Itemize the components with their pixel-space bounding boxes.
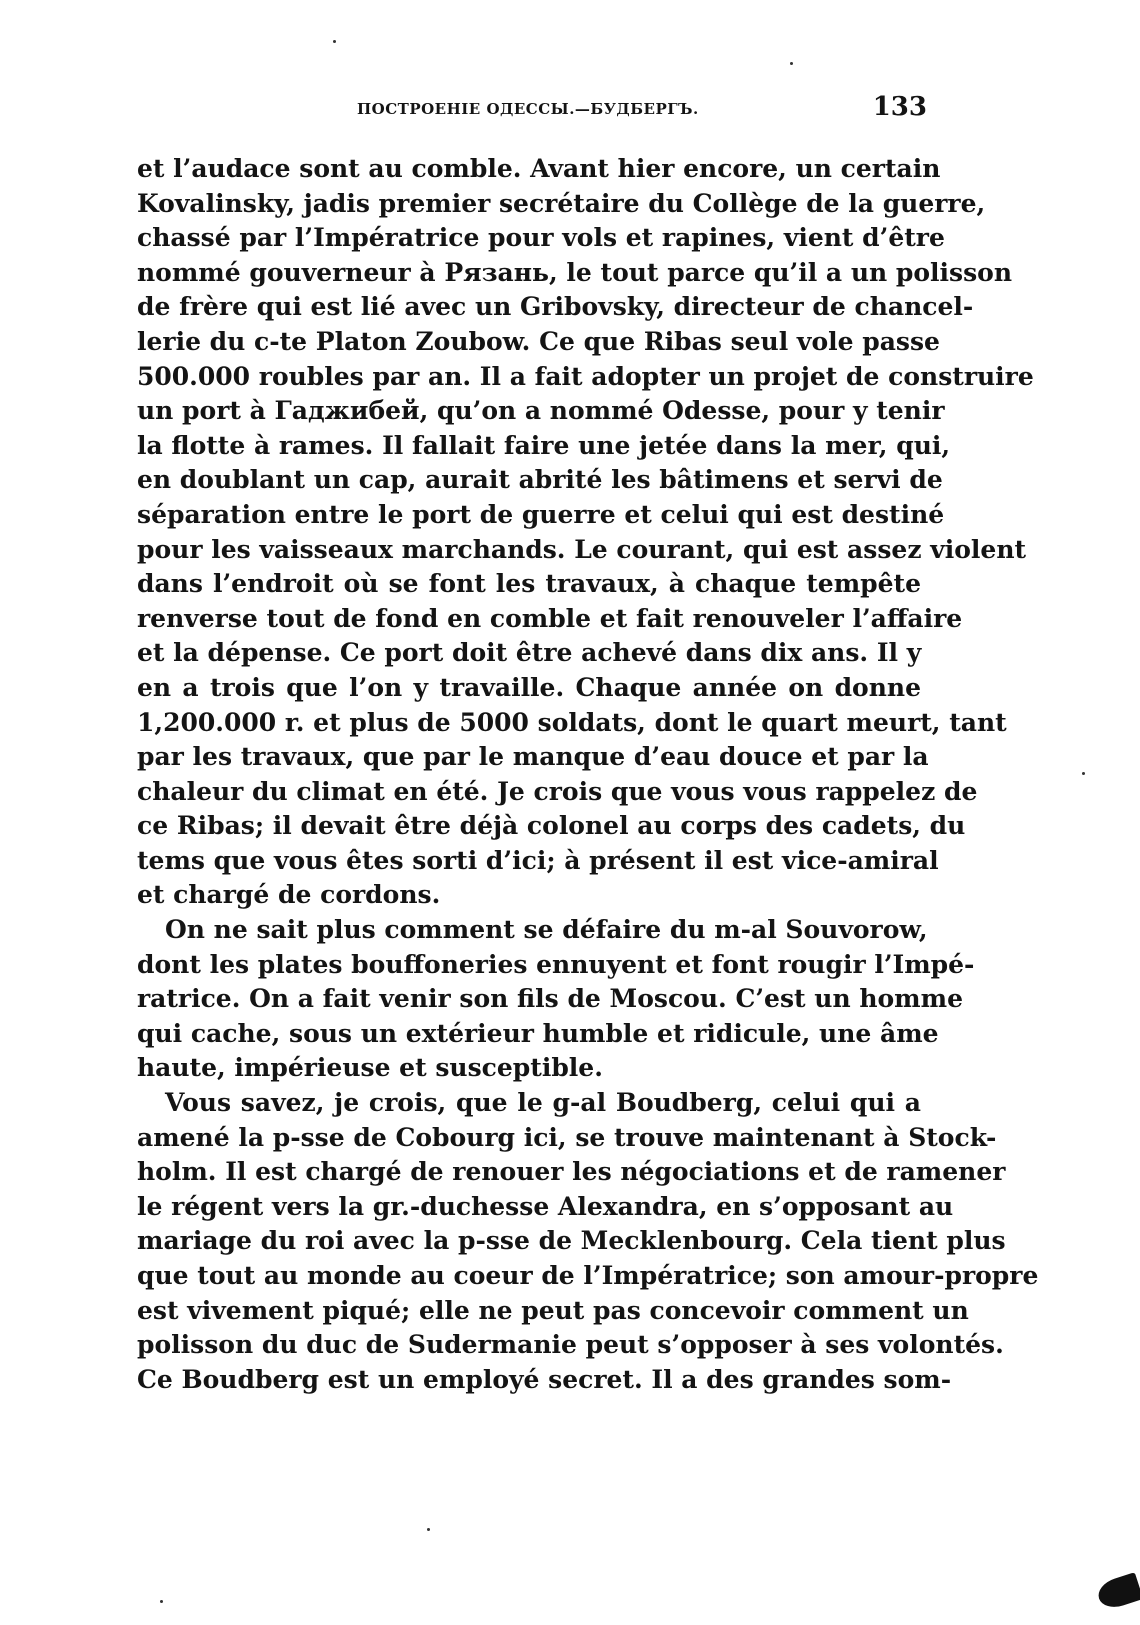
text-line: holm. Il est chargé de renouer les négociations et de ramener [137, 1157, 1006, 1187]
text-line: et l’audace sont au comble. Avant hier encore, un certain [137, 154, 941, 183]
text-line: qui cache, sous un extérieur humble et ridicule, une âme [137, 1018, 939, 1048]
text-line: mariage du roi avec la p-sse de Mecklenbourg. Cela tient plus [137, 1226, 1006, 1256]
text-line: pour les vaisseaux marchands. Le courant, qui est assez violent [137, 534, 1027, 564]
scan-smudge [1095, 1572, 1140, 1612]
page-header [137, 92, 927, 132]
text-line: chaleur du climat en été. Je crois que vous vous rappelez de [137, 776, 978, 806]
scan-speck [790, 62, 793, 65]
text-line: dont les plates bouffoneries ennuyent et font rougir l’Impé- [137, 949, 975, 979]
running-head: ПОСТРОЕНІЕ ОДЕССЫ.—БУДБЕРГЪ. [357, 100, 699, 118]
text-line: dans l’endroit où se font les travaux, à chaque tempête [137, 569, 921, 599]
page-number: 133 [872, 92, 927, 122]
text-line: et la dépense. Ce port doit être achevé dans dix ans. Il y [137, 638, 922, 668]
text-line: en doublant un cap, aurait abrité les bâtimens et servi de [137, 465, 943, 495]
body-text [137, 152, 1039, 1397]
text-line: Kovalinsky, jadis premier secrétaire du Collège de la guerre, [137, 188, 986, 218]
text-line: et chargé de cordons. [137, 880, 441, 910]
text-line: en a trois que l’on y travaille. Chaque année on donne [137, 672, 921, 702]
text-line: polisson du duc de Sudermanie peut s’opposer à ses volontés. [137, 1330, 1004, 1360]
text-line: la flotte à rames. Il fallait faire une jetée dans la mer, qui, [137, 430, 951, 460]
text-line: de frère qui est lié avec un Gribovsky, directeur de chancel- [137, 292, 974, 322]
scan-speck [160, 1600, 163, 1603]
text-line: chassé par l’Impératrice pour vols et rapines, vient d’être [137, 223, 945, 253]
scan-speck [427, 1528, 430, 1531]
text-line: haute, impérieuse et susceptible. [137, 1053, 603, 1083]
text-line: Vous savez, je crois, que le g-al Boudberg, celui qui a [165, 1088, 921, 1118]
text-line: tems que vous êtes sorti d’ici; à présent il est vice-amiral [137, 845, 939, 875]
text-line: un port à Гаджибей, qu’on a nommé Odesse, pour y tenir [137, 396, 945, 426]
scan-speck [1082, 772, 1085, 775]
text-line: amené la p-sse de Cobourg ici, se trouve maintenant à Stock- [137, 1122, 997, 1152]
text-line: 1,200.000 r. et plus de 5000 soldats, dont le quart meurt, tant [137, 707, 1007, 737]
text-line: On ne sait plus comment se défaire du m-al Souvorow, [165, 915, 928, 945]
text-line: lerie du c-te Platon Zoubow. Ce que Ribas seul vole passe [137, 326, 940, 356]
text-line: 500.000 roubles par an. Il a fait adopter un projet de construire [137, 361, 1034, 391]
text-line: renverse tout de fond en comble et fait renouveler l’affaire [137, 603, 963, 633]
text-line: est vivement piqué; elle ne peut pas concevoir comment un [137, 1295, 969, 1325]
text-line: séparation entre le port de guerre et celui qui est destiné [137, 499, 945, 529]
text-line: le régent vers la gr.-duchesse Alexandra, en s’opposant au [137, 1191, 954, 1221]
text-line: ratrice. On a fait venir son fils de Moscou. C’est un homme [137, 984, 963, 1014]
text-line: que tout au monde au coeur de l’Impératrice; son amour-propre [137, 1261, 1039, 1290]
scan-speck [333, 40, 336, 43]
text-line: nommé gouverneur à Рязань, le tout parce qu’il a un polisson [137, 257, 1013, 287]
text-line: par les travaux, que par le manque d’eau douce et par la [137, 742, 929, 772]
text-line: Ce Boudberg est un employé secret. Il a des grandes som- [137, 1364, 952, 1394]
text-line: ce Ribas; il devait être déjà colonel au corps des cadets, du [137, 811, 966, 841]
